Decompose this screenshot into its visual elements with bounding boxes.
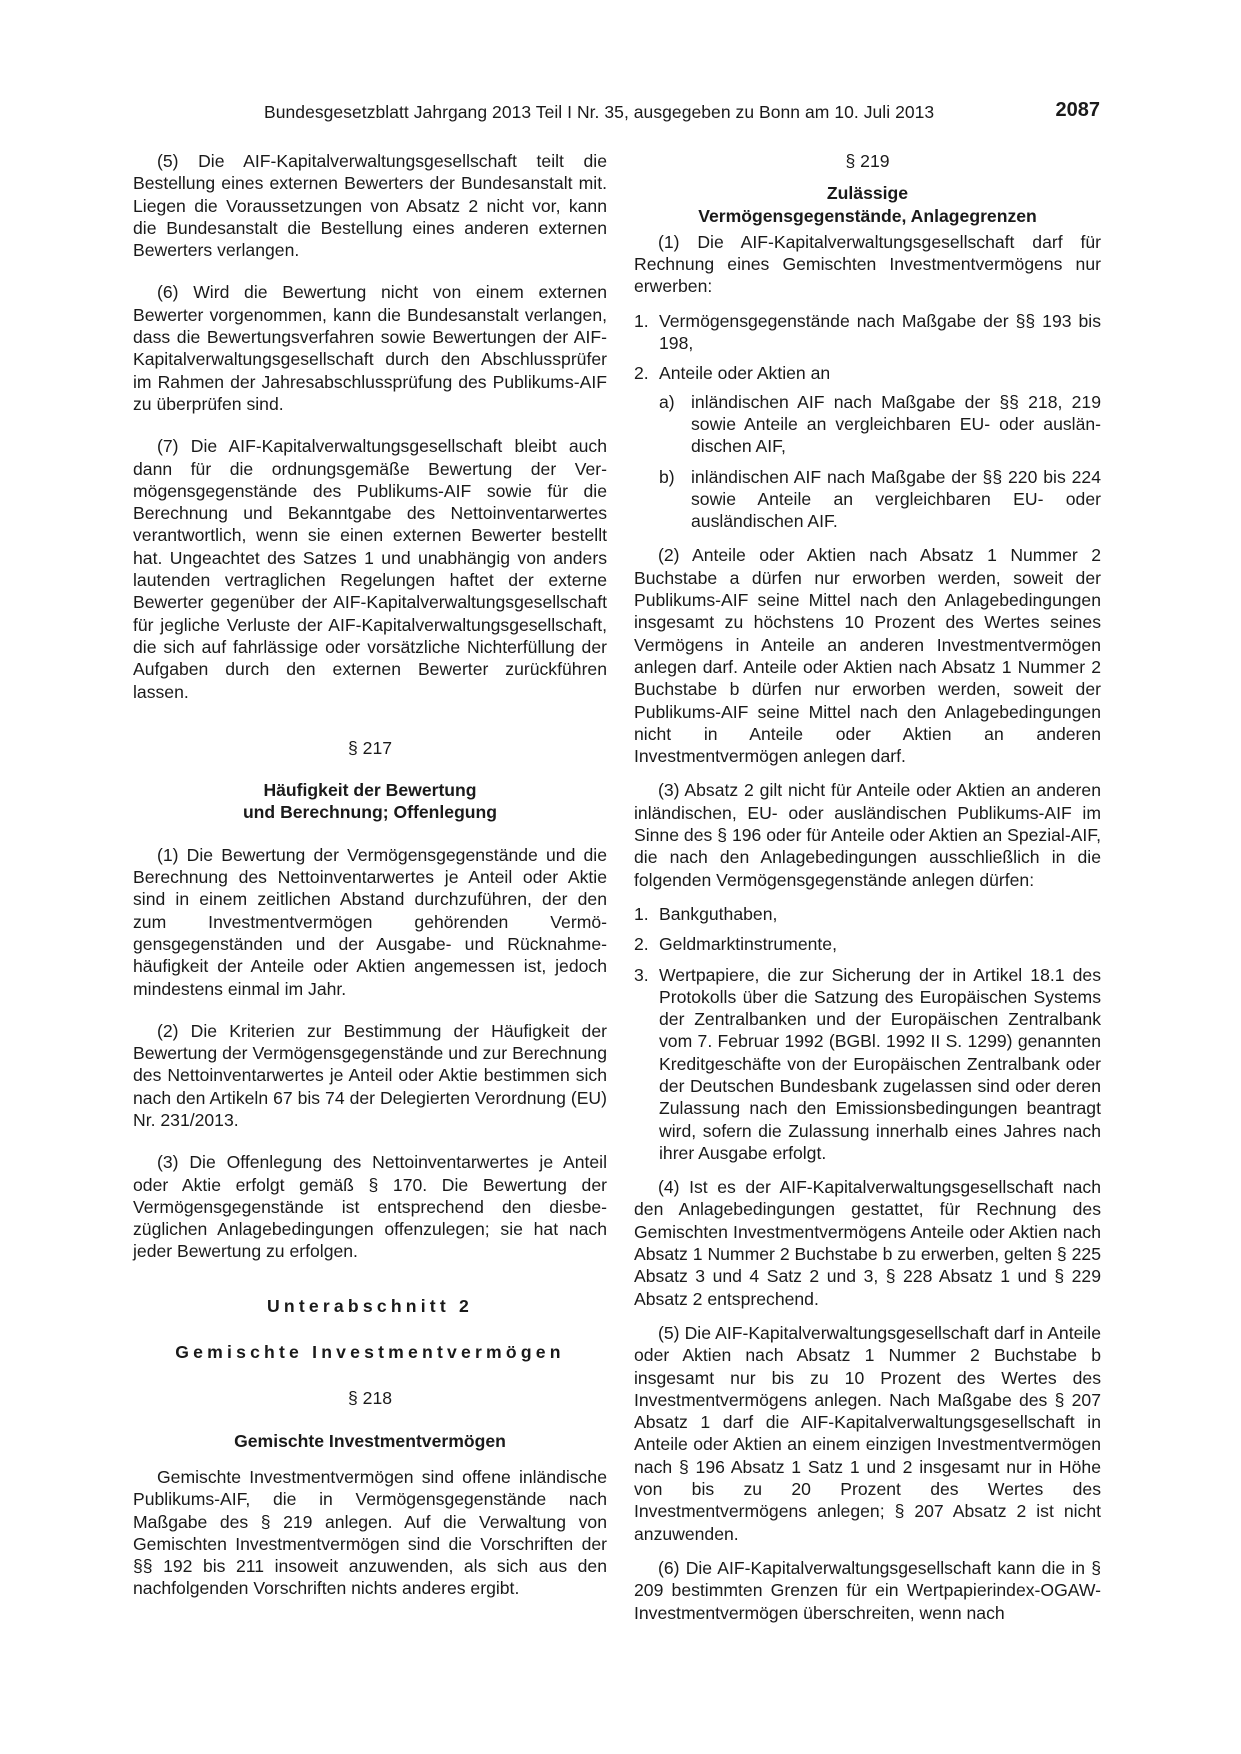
list-item-text: Wertpapiere, die zur Sicherung der in Artikel 18.1 des Protokolls über die Satzung des Europäischen Systems der Zentralbanken und der Europäischen Zentralbank vom 7. Februar 1992 (BGBl. 1992 II S. 1299) genannten Kreditgeschäfte von der Europäischen Zentralbank oder der Deutschen Bundesbank zugelassen sind oder deren Zulassung nach den Emissionsbedingungen beantragt wird, sofern die Zulassung innerhalb eines Jahres nach ihrer Ausgabe erfolgt.: [659, 964, 1101, 1163]
paragraph-219-4: (4) Ist es der AIF-Kapitalverwaltungsgesellschaft nach den Anlagebedingungen gestattet, für Rechnung des Gemischten Investmentvermögens Anteile oder Aktien nach Absatz 1 Nummer 2 Buchstabe b zu erwerben, gelten § 225 Absatz 3 und 4 Satz 2 und 3, § 228 Absatz 1 und § 229 Absatz 2 entsprechend.: [634, 1177, 1101, 1309]
list-item: [634, 362, 1101, 532]
list-item: [634, 903, 1101, 925]
sublist-item-letter: a): [659, 391, 675, 412]
list-item-number: 2.: [634, 934, 649, 955]
list-item-number: 1.: [634, 310, 649, 331]
paragraph-219-2: (2) Anteile oder Aktien nach Absatz 1 Nummer 2 Buchstabe a dürfen nur erworben werden, soweit der Publikums-AIF seine Mittel nach den Anlagebedingungen insgesamt zu höchstens 10 Prozent des Wertes seines Vermögens in Anteile an anderen Investmentvermögen anlegen darf. Anteile oder Aktien nach Absatz 1 Nummer 2 Buchstabe b dürfen nur erworben werden, soweit der Publikums-AIF seine Mittel nach den Anlagebedingungen nicht in Anteile oder Aktien an anderen Investmentvermögen anlegen darf.: [634, 545, 1101, 767]
sublist-item: [659, 466, 1101, 533]
list-item-text: Bankguthaben,: [659, 903, 778, 924]
page-header: [132, 100, 1100, 130]
list-item-text: Geldmarktinstrumente,: [659, 934, 837, 955]
paragraph-217-3: (3) Die Offenlegung des Nettoinventarwertes je Anteil oder Aktie erfolgt gemäß § 170. Die Bewertung der Vermögensgegenstände ist entsprechend den diesbezüglichen Anlagebedingungen offenzulegen; sie hat nach jeder Bewertung zu erfolgen.: [133, 1152, 607, 1262]
section-title-219-line1: Zulässige: [826, 183, 909, 204]
list-219-3: [634, 903, 1101, 1164]
sublist-item-text: inländischen AIF nach Maßgabe der §§ 220 bis 224 sowie Anteile an vergleichbaren EU- oder ausländischen AIF.: [691, 466, 1101, 532]
sublist-item-letter: b): [659, 466, 675, 487]
list-item: [634, 933, 1101, 955]
paragraph-216-5: (5) Die AIF-Kapitalverwaltungsgesellschaft teilt die Bestellung eines externen Bewerters der Bundesanstalt mit. Liegen die Voraussetzungen von Absatz 2 nicht vor, kann die Bundesanstalt die Bestellung eines anderen externen Bewerters verlangen.: [133, 151, 607, 261]
paragraph-219-3: (3) Absatz 2 gilt nicht für Anteile oder Aktien an anderen inländischen, EU- oder ausländischen Publikums-AIF im Sinne des § 196 oder für Anteile oder Aktien an Spezial-AIF, die nach den Anlagebedingungen ausschließlich in die folgenden Vermögensgegenstände anlegen dürfen:: [634, 780, 1101, 890]
left-column: [133, 150, 607, 1620]
sublist-item-text: inländischen AIF nach Maßgabe der §§ 218, 219 sowie Anteile an vergleichbaren EU- oder ausländischen AIF,: [691, 391, 1101, 457]
section-title-218: Gemischte Investmentvermögen: [234, 1430, 506, 1451]
list-item-text: Vermögensgegenstände nach Maßgabe der §§ 193 bis 198,: [659, 310, 1101, 354]
paragraph-217-1: (1) Die Bewertung der Vermögensgegenstände und die Berechnung des Nettoinventarwertes je Anteil oder Aktie sind in einem zeitlichen Abstand durchzuführen, der den zum Investmentvermögen gehörenden Vermögensgegenständen und der Ausgabe- und Rücknahmehäufigkeit der Anteile oder Aktien angemessen ist, jedoch mindestens einmal im Jahr.: [133, 844, 607, 999]
paragraph-219-6: (6) Die AIF-Kapitalverwaltungsgesellschaft kann die in § 209 bestimmten Grenzen für ein Wertpapierindex-OGAW-Investmentvermögen überschreiten, wenn nach: [634, 1557, 1101, 1623]
list-item-number: 1.: [634, 903, 649, 924]
section-symbol-217: § 217: [347, 737, 393, 758]
list-item: [634, 310, 1101, 355]
list-item-number: 3.: [634, 964, 649, 985]
subsection-label: Unterabschnitt 2: [266, 1295, 474, 1316]
list-item: [634, 964, 1101, 1165]
paragraph-216-6: (6) Wird die Bewertung nicht von einem externen Bewerter vorgenommen, kann die Bundesanstalt verlangen, dass die Bewertungsverfahren sowie Bewertungen der AIF-Kapitalverwaltungsgesellschaft durch den Abschlussprüfer im Rahmen der Jahresabschlussprüfung des Publikums-AIF zu überprüfen sind.: [133, 282, 607, 414]
paragraph-219-5: (5) Die AIF-Kapitalverwaltungsgesellschaft darf in Anteile oder Aktien nach Absatz 1 Nummer 2 Buchstabe b insgesamt nur bis zu 10 Prozent des Wertes des Investmentvermögens anlegen. Nach Maßgabe des § 207 Absatz 1 darf die AIF-Kapitalverwaltungsgesellschaft in Anteile oder Aktien an einem einzigen Investmentvermögen nach § 196 Absatz 1 Satz 1 und 2 insgesamt nur in Höhe von bis zu 20 Prozent des Wertes des Investmentvermögens anlegen; § 207 Absatz 2 ist nicht anzuwenden.: [634, 1322, 1101, 1544]
list-219-1: [634, 310, 1101, 533]
section-title-217-line2: und Berechnung; Offenlegung: [242, 802, 498, 823]
paragraph-216-7: (7) Die AIF-Kapitalverwaltungsgesellschaft bleibt auch dann für die ordnungsgemäße Bewertung der Vermögensgegenstände des Publikums-AIF sowie für die Berechnung und Bekanntgabe des Nettoinventarwertes verantwortlich, wenn sie einen externen Bewerter bestellt hat. Ungeachtet des Satzes 1 und unabhängig von anders lautenden vertraglichen Regelungen haftet der externe Bewerter gegenüber der AIF-Kapitalverwaltungsgesellschaft für jegliche Verluste der AIF-Kapitalverwaltungsgesellschaft, die sich auf fahrlässige oder vorsätzliche Nichterfüllung der Aufgaben durch den externen Bewerter zurückführen lassen.: [133, 436, 607, 702]
section-symbol-219: § 219: [845, 151, 890, 171]
section-symbol-218: § 218: [347, 1388, 393, 1409]
right-column: [634, 150, 1101, 1636]
sublist-219-1-2: [659, 391, 1101, 533]
list-item-number: 2.: [634, 363, 649, 384]
paragraph-218-1: Gemischte Investmentvermögen sind offene inländische Publikums-AIF, die in Vermögensgegenstände nach Maßgabe des § 219 anlegen. Auf die Verwaltung von Gemischten Investmentvermögen sind die Vorschriften der §§ 192 bis 211 insoweit anzuwenden, als sich aus den nachfolgenden Vorschriften nichts anderes ergibt.: [133, 1466, 607, 1599]
running-title: Bundesgesetzblatt Jahrgang 2013 Teil I Nr. 35, ausgegeben zu Bonn am 10. Juli 2013: [264, 102, 935, 122]
section-title-217-line1: Häufigkeit der Bewertung: [263, 780, 477, 801]
paragraph-217-2: (2) Die Kriterien zur Bestimmung der Häufigkeit der Bewertung der Vermögensgegenstände und zur Berechnung des Nettoinventarwertes je Anteil oder Aktie bestimmen sich nach den Artikeln 67 bis 74 der Delegierten Verordnung (EU) Nr. 231/2013.: [133, 1020, 607, 1130]
subsection-title: Gemischte Investmentvermögen: [175, 1342, 565, 1363]
section-title-219-line2: Vermögensgegenstände, Anlagegrenzen: [698, 205, 1037, 226]
paragraph-219-1: (1) Die AIF-Kapitalverwaltungsgesellschaft darf für Rechnung eines Gemischten Investmentvermögens nur erwerben:: [634, 231, 1101, 297]
page-number: 2087: [1055, 99, 1100, 121]
list-item-text: Anteile oder Aktien an: [659, 363, 831, 384]
sublist-item: [659, 391, 1101, 458]
